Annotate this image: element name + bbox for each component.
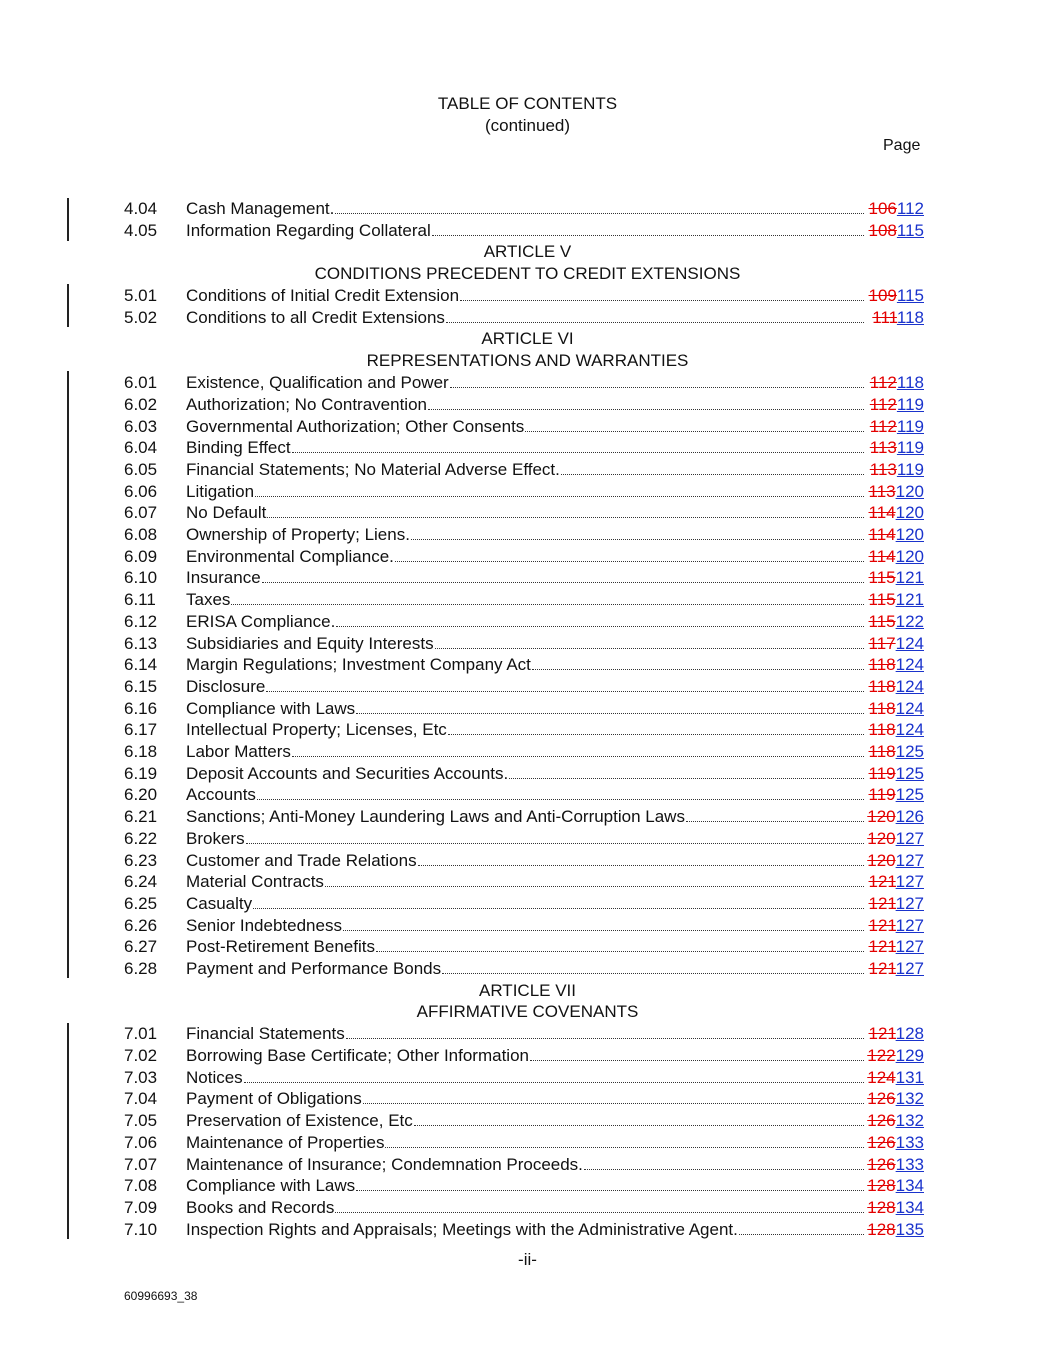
dot-leader xyxy=(346,1023,864,1039)
inserted-page-link[interactable]: 131 xyxy=(895,1068,924,1087)
inserted-page-link[interactable]: 127 xyxy=(895,872,924,891)
deleted-page-number: 126 xyxy=(867,1089,896,1108)
inserted-page-link[interactable]: 124 xyxy=(895,655,924,674)
inserted-page-link[interactable]: 125 xyxy=(895,785,924,804)
section-number: 6.16 xyxy=(124,699,158,718)
toc-entry[interactable] xyxy=(124,481,924,502)
section-number: 6.12 xyxy=(124,612,158,631)
dot-leader xyxy=(509,763,864,779)
section-number: 6.18 xyxy=(124,742,158,761)
section-number: 6.04 xyxy=(124,438,158,457)
deleted-page-number: 114 xyxy=(868,547,896,566)
inserted-page-link[interactable]: 119 xyxy=(896,417,924,436)
inserted-page-link[interactable]: 122 xyxy=(895,612,924,631)
section-number: 6.02 xyxy=(124,395,158,414)
section-title: Payment and Performance Bonds xyxy=(186,959,442,978)
section-number: 6.27 xyxy=(124,937,158,956)
deleted-page-number: 118 xyxy=(868,699,896,718)
inserted-page-link[interactable]: 125 xyxy=(895,764,924,783)
deleted-page-number: 117 xyxy=(868,634,896,653)
dot-leader xyxy=(292,437,864,453)
deleted-page-number: 106 xyxy=(868,199,897,218)
section-title: Cash Management. xyxy=(186,199,335,218)
article-vii-title: AFFIRMATIVE COVENANTS xyxy=(416,1002,639,1021)
section-title: Post-Retirement Benefits xyxy=(186,937,375,956)
section-title: Margin Regulations; Investment Company Act xyxy=(186,655,531,674)
inserted-page-link[interactable]: 127 xyxy=(895,959,924,978)
deleted-page-number: 121 xyxy=(868,894,896,913)
dot-leader xyxy=(255,481,864,497)
inserted-page-link[interactable]: 125 xyxy=(895,742,924,761)
section-title: Customer and Trade Relations xyxy=(186,851,417,870)
toc-entry[interactable] xyxy=(124,741,924,762)
deleted-page-number: 126 xyxy=(867,1155,896,1174)
inserted-page-link[interactable]: 121 xyxy=(895,568,924,587)
deleted-page-number: 119 xyxy=(868,764,896,783)
toc-entry[interactable] xyxy=(124,915,924,936)
footer-page-number: -ii- xyxy=(518,1250,537,1269)
inserted-page-link[interactable]: 127 xyxy=(895,829,924,848)
toc-entry[interactable] xyxy=(124,285,924,306)
deleted-page-number: 121 xyxy=(868,1024,896,1043)
dot-leader xyxy=(448,719,864,735)
section-title: Deposit Accounts and Securities Accounts. xyxy=(186,764,509,783)
dot-leader xyxy=(343,915,864,931)
toc-entry[interactable] xyxy=(124,1045,924,1066)
toc-entry[interactable] xyxy=(124,936,924,957)
inserted-page-link[interactable]: 118 xyxy=(896,308,924,327)
dot-leader xyxy=(446,307,864,323)
dot-leader xyxy=(450,372,864,388)
inserted-page-link[interactable]: 133 xyxy=(895,1133,924,1152)
toc-entry[interactable] xyxy=(124,372,924,393)
dot-leader xyxy=(336,611,864,627)
dot-leader xyxy=(292,741,864,757)
section-number: 6.13 xyxy=(124,634,158,653)
section-number: 6.01 xyxy=(124,373,158,392)
inserted-page-link[interactable]: 127 xyxy=(895,937,924,956)
dot-leader xyxy=(257,784,864,800)
section-title: Notices xyxy=(186,1068,243,1087)
deleted-page-number: 126 xyxy=(867,1111,896,1130)
inserted-page-link[interactable]: 115 xyxy=(896,221,924,240)
dot-leader xyxy=(335,1197,864,1213)
section-title: Casualty xyxy=(186,894,253,913)
toc-entry[interactable] xyxy=(124,546,924,567)
toc-entry[interactable] xyxy=(124,719,924,740)
section-title: Borrowing Base Certificate; Other Information xyxy=(186,1046,529,1065)
section-title: Maintenance of Properties xyxy=(186,1133,385,1152)
section-title: Brokers xyxy=(186,829,245,848)
dot-leader xyxy=(246,828,864,844)
dot-leader xyxy=(739,1219,864,1235)
deleted-page-number: 118 xyxy=(868,655,896,674)
toc-entry[interactable] xyxy=(124,524,924,545)
dot-leader xyxy=(530,1045,864,1061)
section-number: 7.05 xyxy=(124,1111,158,1130)
section-title: Sanctions; Anti-Money Laundering Laws and Anti-Corruption Laws xyxy=(186,807,685,826)
section-title: Intellectual Property; Licenses, Etc xyxy=(186,720,447,739)
section-title: Insurance xyxy=(186,568,261,587)
inserted-page-link[interactable]: 115 xyxy=(896,286,924,305)
inserted-page-link[interactable]: 132 xyxy=(895,1111,924,1130)
dot-leader xyxy=(561,459,864,475)
deleted-page-number: 115 xyxy=(868,590,896,609)
section-title: Conditions to all Credit Extensions xyxy=(186,308,445,327)
section-title: Binding Effect xyxy=(186,438,291,457)
inserted-page-link[interactable]: 124 xyxy=(895,634,924,653)
deleted-page-number: 114 xyxy=(868,503,896,522)
section-title: Subsidiaries and Equity Interests xyxy=(186,634,434,653)
section-title: Compliance with Laws xyxy=(186,1176,356,1195)
toc-entry[interactable] xyxy=(124,1219,924,1240)
dot-leader xyxy=(442,958,864,974)
deleted-page-number: 121 xyxy=(868,872,896,891)
section-number: 4.04 xyxy=(124,199,158,218)
change-bar xyxy=(67,1023,69,1239)
section-title: Financial Statements; No Material Adverse Effect. xyxy=(186,460,560,479)
section-number: 5.02 xyxy=(124,308,158,327)
deleted-page-number: 118 xyxy=(868,742,896,761)
dot-leader xyxy=(376,936,864,952)
inserted-page-link[interactable]: 120 xyxy=(895,503,924,522)
section-title: Payment of Obligations xyxy=(186,1089,362,1108)
toc-entry[interactable] xyxy=(124,633,924,654)
section-number: 6.07 xyxy=(124,503,158,522)
inserted-page-link[interactable]: 134 xyxy=(895,1198,924,1217)
dot-leader xyxy=(414,1110,864,1126)
deleted-page-number: 124 xyxy=(867,1068,896,1087)
deleted-page-number: 120 xyxy=(867,807,896,826)
section-number: 6.11 xyxy=(124,590,156,609)
inserted-page-link[interactable]: 132 xyxy=(895,1089,924,1108)
toc-entry[interactable] xyxy=(124,828,924,849)
section-title: No Default xyxy=(186,503,267,522)
section-number: 7.03 xyxy=(124,1068,158,1087)
inserted-page-link[interactable]: 112 xyxy=(896,199,924,218)
deleted-page-number: 121 xyxy=(868,916,896,935)
dot-leader xyxy=(244,1067,864,1083)
dot-leader xyxy=(356,698,864,714)
deleted-page-number: 122 xyxy=(867,1046,896,1065)
section-number: 7.09 xyxy=(124,1198,158,1217)
toc-entry[interactable] xyxy=(124,394,924,415)
dot-leader xyxy=(525,416,864,432)
section-number: 7.07 xyxy=(124,1155,158,1174)
toc-entry[interactable] xyxy=(124,850,924,871)
toc-entry[interactable] xyxy=(124,220,924,241)
section-title: Senior Indebtedness xyxy=(186,916,342,935)
section-number: 7.02 xyxy=(124,1046,158,1065)
toc-title: TABLE OF CONTENTS xyxy=(437,94,618,113)
dot-leader xyxy=(356,1175,864,1191)
inserted-page-link[interactable]: 119 xyxy=(896,438,924,457)
dot-leader xyxy=(266,676,864,692)
section-number: 7.06 xyxy=(124,1133,158,1152)
section-number: 6.06 xyxy=(124,482,158,501)
section-number: 7.01 xyxy=(124,1024,158,1043)
inserted-page-link[interactable]: 135 xyxy=(895,1220,924,1239)
deleted-page-number: 112 xyxy=(869,417,897,436)
dot-leader xyxy=(584,1154,864,1170)
inserted-page-link[interactable]: 120 xyxy=(895,525,924,544)
deleted-page-number: 113 xyxy=(869,460,897,479)
dot-leader xyxy=(686,806,864,822)
section-title: Financial Statements xyxy=(186,1024,345,1043)
dot-leader xyxy=(231,589,864,605)
section-title: Material Contracts xyxy=(186,872,324,891)
deleted-page-number: 121 xyxy=(868,959,896,978)
dot-leader xyxy=(460,285,864,301)
deleted-page-number: 109 xyxy=(868,286,897,305)
dot-leader xyxy=(411,524,864,540)
toc-entry[interactable] xyxy=(124,1154,924,1175)
section-number: 6.25 xyxy=(124,894,158,913)
inserted-page-link[interactable]: 126 xyxy=(895,807,924,826)
toc-entry[interactable] xyxy=(124,459,924,480)
dot-leader xyxy=(435,633,864,649)
section-title: Preservation of Existence, Etc xyxy=(186,1111,413,1130)
dot-leader xyxy=(395,546,864,562)
inserted-page-link[interactable]: 127 xyxy=(895,916,924,935)
deleted-page-number: 111 xyxy=(872,308,897,327)
section-title: Taxes xyxy=(186,590,231,609)
section-number: 6.22 xyxy=(124,829,158,848)
deleted-page-number: 128 xyxy=(867,1176,896,1195)
toc-entry[interactable] xyxy=(124,676,924,697)
toc-entry[interactable] xyxy=(124,784,924,805)
inserted-page-link[interactable]: 133 xyxy=(895,1155,924,1174)
dot-leader xyxy=(363,1088,864,1104)
toc-entry[interactable] xyxy=(124,958,924,979)
page-column-label: Page xyxy=(883,137,921,154)
article-vi-title: REPRESENTATIONS AND WARRANTIES xyxy=(366,351,689,370)
deleted-page-number: 115 xyxy=(868,568,896,587)
article-v-title: CONDITIONS PRECEDENT TO CREDIT EXTENSIONS xyxy=(314,264,741,283)
deleted-page-number: 112 xyxy=(869,373,897,392)
dot-leader xyxy=(267,502,864,518)
deleted-page-number: 121 xyxy=(868,937,896,956)
section-title: Compliance with Laws xyxy=(186,699,356,718)
inserted-page-link[interactable]: 128 xyxy=(895,1024,924,1043)
section-number: 6.17 xyxy=(124,720,158,739)
toc-entry[interactable] xyxy=(124,871,924,892)
toc-entry[interactable] xyxy=(124,1132,924,1153)
toc-entry[interactable] xyxy=(124,1067,924,1088)
toc-entry[interactable] xyxy=(124,307,924,328)
inserted-page-link[interactable]: 134 xyxy=(895,1176,924,1195)
section-number: 6.28 xyxy=(124,959,158,978)
inserted-page-link[interactable]: 120 xyxy=(895,482,924,501)
deleted-page-number: 114 xyxy=(868,525,896,544)
section-number: 7.08 xyxy=(124,1176,158,1195)
deleted-page-number: 128 xyxy=(867,1198,896,1217)
section-title: Books and Records xyxy=(186,1198,335,1217)
section-title: Conditions of Initial Credit Extension xyxy=(186,286,460,305)
article-v-heading: ARTICLE V xyxy=(483,242,572,261)
inserted-page-link[interactable]: 118 xyxy=(896,373,924,392)
toc-subtitle: (continued) xyxy=(484,116,571,135)
section-title: Authorization; No Contravention xyxy=(186,395,427,414)
section-number: 5.01 xyxy=(124,286,158,305)
dot-leader xyxy=(385,1132,864,1148)
toc-entry[interactable] xyxy=(124,437,924,458)
toc-entry[interactable] xyxy=(124,611,924,632)
toc-entry[interactable] xyxy=(124,416,924,437)
change-bar xyxy=(67,198,69,241)
toc-entry[interactable] xyxy=(124,567,924,588)
section-title: Disclosure xyxy=(186,677,266,696)
section-title: Environmental Compliance. xyxy=(186,547,394,566)
toc-entry[interactable] xyxy=(124,1023,924,1044)
section-title: ERISA Compliance. xyxy=(186,612,336,631)
deleted-page-number: 118 xyxy=(868,720,896,739)
dot-leader xyxy=(432,220,864,236)
inserted-page-link[interactable]: 124 xyxy=(895,699,924,718)
section-number: 6.15 xyxy=(124,677,158,696)
dot-leader xyxy=(428,394,864,410)
section-number: 6.14 xyxy=(124,655,158,674)
section-number: 6.08 xyxy=(124,525,158,544)
deleted-page-number: 115 xyxy=(868,612,896,631)
toc-entry[interactable] xyxy=(124,589,924,610)
inserted-page-link[interactable]: 127 xyxy=(895,894,924,913)
inserted-page-link[interactable]: 127 xyxy=(895,851,924,870)
toc-entry[interactable] xyxy=(124,1088,924,1109)
toc-entry[interactable] xyxy=(124,763,924,784)
section-number: 6.10 xyxy=(124,568,158,587)
section-number: 6.23 xyxy=(124,851,158,870)
change-bar xyxy=(67,371,69,978)
section-number: 6.20 xyxy=(124,785,158,804)
dot-leader xyxy=(335,198,864,214)
section-number: 6.03 xyxy=(124,417,158,436)
deleted-page-number: 113 xyxy=(868,482,896,501)
section-title: Governmental Authorization; Other Consents xyxy=(186,417,525,436)
section-number: 6.19 xyxy=(124,764,158,783)
section-title: Litigation xyxy=(186,482,255,501)
deleted-page-number: 119 xyxy=(868,785,896,804)
section-title: Inspection Rights and Appraisals; Meetings with the Administrative Agent. xyxy=(186,1220,738,1239)
deleted-page-number: 126 xyxy=(867,1133,896,1152)
section-number: 6.05 xyxy=(124,460,158,479)
toc-entry[interactable] xyxy=(124,654,924,675)
dot-leader xyxy=(418,850,864,866)
section-title: Information Regarding Collateral xyxy=(186,221,431,240)
dot-leader xyxy=(262,567,864,583)
section-number: 6.26 xyxy=(124,916,158,935)
article-vii-heading: ARTICLE VII xyxy=(479,981,576,1000)
deleted-page-number: 120 xyxy=(867,829,896,848)
section-title: Ownership of Property; Liens. xyxy=(186,525,410,544)
section-number: 6.21 xyxy=(124,807,158,826)
toc-entry[interactable] xyxy=(124,502,924,523)
toc-entry[interactable] xyxy=(124,1110,924,1131)
deleted-page-number: 128 xyxy=(867,1220,896,1239)
deleted-page-number: 118 xyxy=(868,677,896,696)
section-number: 6.24 xyxy=(124,872,158,891)
document-id: 60996693_38 xyxy=(124,1289,198,1303)
toc-entry[interactable] xyxy=(124,1197,924,1218)
deleted-page-number: 112 xyxy=(869,395,897,414)
deleted-page-number: 108 xyxy=(868,221,897,240)
section-title: Maintenance of Insurance; Condemnation Proceeds. xyxy=(186,1155,583,1174)
section-title: Accounts xyxy=(186,785,256,804)
section-title: Existence, Qualification and Power xyxy=(186,373,449,392)
inserted-page-link[interactable]: 124 xyxy=(895,677,924,696)
article-vi-heading: ARTICLE VI xyxy=(481,329,574,348)
inserted-page-link[interactable]: 121 xyxy=(895,590,924,609)
dot-leader xyxy=(532,654,864,670)
section-number: 6.09 xyxy=(124,547,158,566)
section-number: 4.05 xyxy=(124,221,158,240)
toc-entry[interactable] xyxy=(124,806,924,827)
toc-entry[interactable] xyxy=(124,1175,924,1196)
inserted-page-link[interactable]: 129 xyxy=(895,1046,924,1065)
deleted-page-number: 113 xyxy=(869,438,897,457)
toc-entry[interactable] xyxy=(124,893,924,914)
toc-entry[interactable] xyxy=(124,198,924,219)
dot-leader xyxy=(325,871,864,887)
section-number: 7.04 xyxy=(124,1089,158,1108)
toc-entry[interactable] xyxy=(124,698,924,719)
inserted-page-link[interactable]: 119 xyxy=(896,395,924,414)
section-number: 7.10 xyxy=(124,1220,158,1239)
change-bar xyxy=(67,284,69,327)
section-title: Labor Matters xyxy=(186,742,291,761)
dot-leader xyxy=(253,893,864,909)
inserted-page-link[interactable]: 119 xyxy=(896,460,924,479)
inserted-page-link[interactable]: 120 xyxy=(895,547,924,566)
inserted-page-link[interactable]: 124 xyxy=(895,720,924,739)
deleted-page-number: 120 xyxy=(867,851,896,870)
